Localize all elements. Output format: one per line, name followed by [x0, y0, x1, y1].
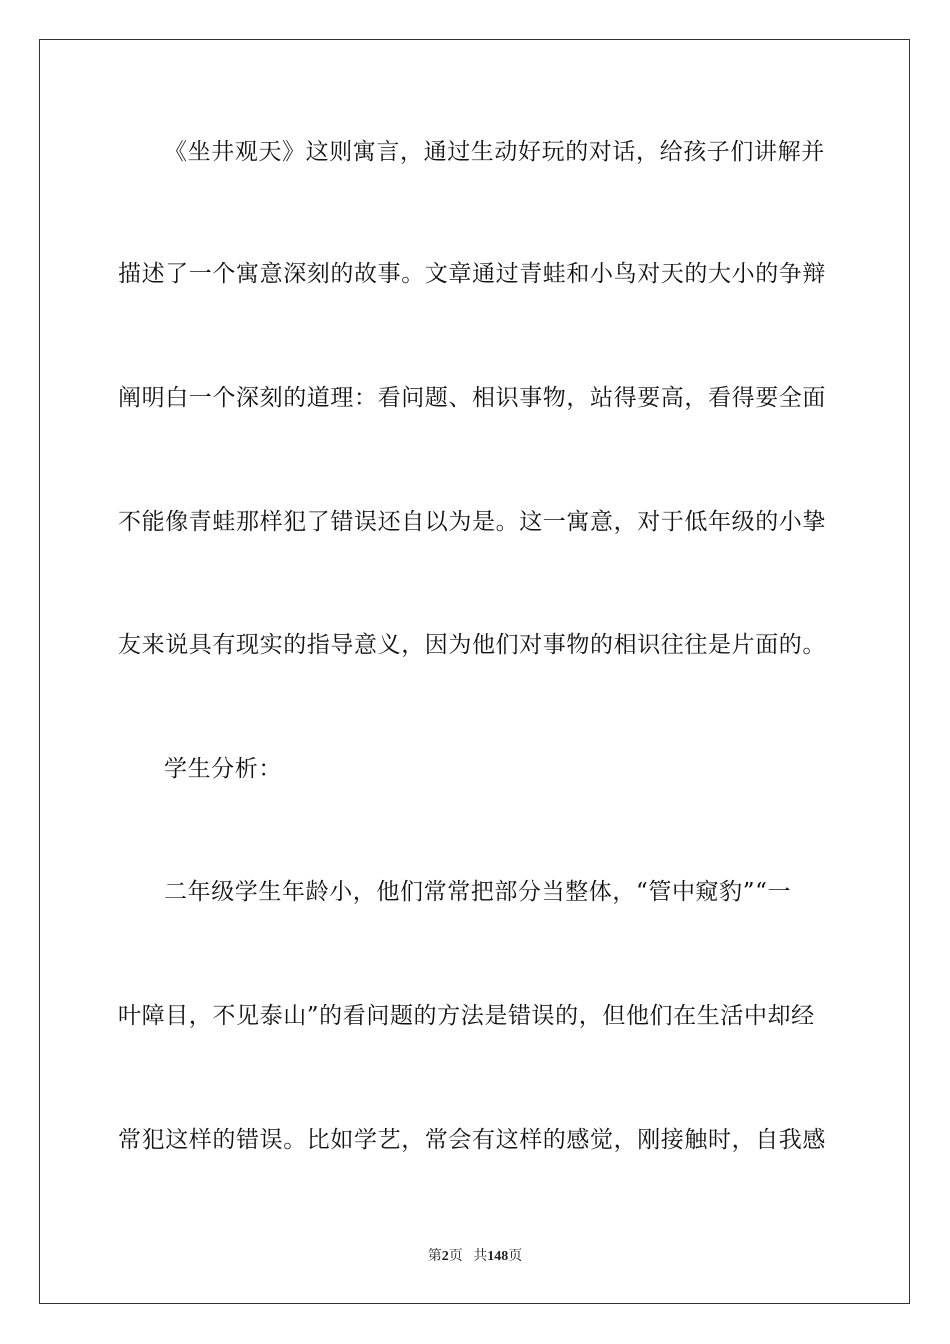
paragraph-line: 不能像青蛙那样犯了错误还自以为是。这一寓意，对于低年级的小挚 — [118, 509, 826, 535]
paragraph-line: 《坐井观天》这则寓言，通过生动好玩的对话，给孩子们讲解并 — [164, 139, 825, 165]
paragraph-line: 阐明白一个深刻的道理：看问题、相识事物，站得要高，看得要全面 — [118, 385, 826, 411]
page-label-prefix: 第 — [427, 1249, 442, 1264]
total-pages: 148 — [487, 1249, 509, 1264]
paragraph-line: 常犯这样的错误。比如学艺，常会有这样的感觉，刚接触时，自我感 — [118, 1127, 826, 1153]
page-label-suffix: 页 — [448, 1249, 463, 1264]
total-label-suffix: 页 — [508, 1249, 523, 1264]
paragraph-line: 友来说具有现实的指导意义，因为他们对事物的相识往往是片面的。 — [118, 632, 826, 658]
page-footer — [0, 1248, 950, 1266]
paragraph-line: 描述了一个寓意深刻的故事。文章通过青蛙和小鸟对天的大小的争辩 — [118, 261, 826, 287]
page-border — [39, 39, 910, 1304]
page-number: 2 — [441, 1249, 449, 1264]
paragraph-line: 二年级学生年龄小，他们常常把部分当整体，“管中窥豹”“一 — [164, 879, 792, 905]
section-heading: 学生分析： — [164, 756, 282, 782]
paragraph-line: 叶障目，不见泰山”的看问题的方法是错误的，但他们在生活中却经 — [118, 1003, 815, 1029]
total-label-prefix: 共 — [473, 1249, 488, 1264]
